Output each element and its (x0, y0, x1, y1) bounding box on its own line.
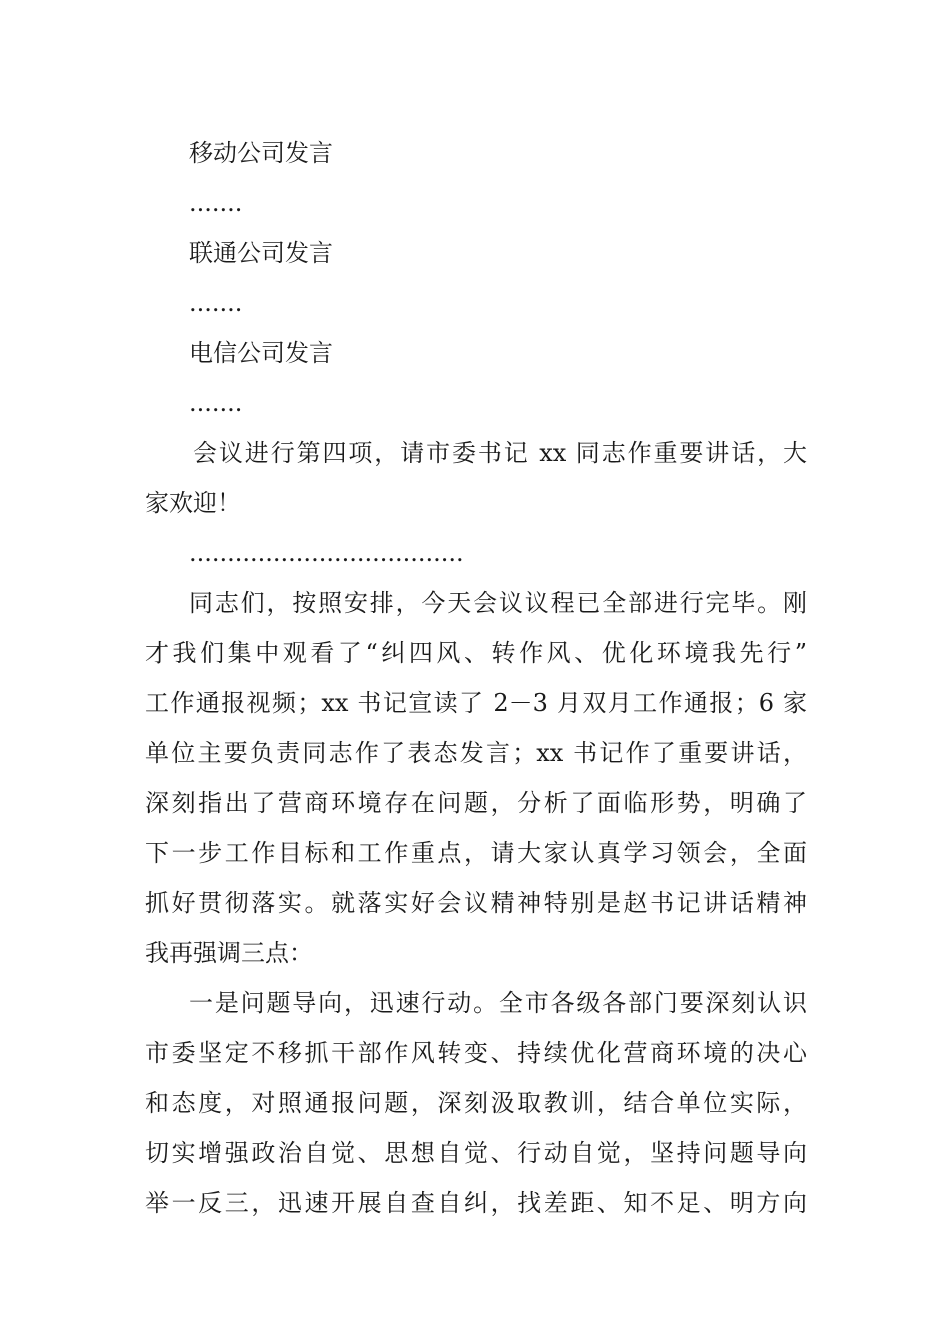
paragraph-line: 下一步工作目标和工作重点，请大家认真学习领会，全面 (145, 839, 807, 867)
ellipsis-long: .................................... (189, 539, 464, 567)
paragraph-line: 工作通报视频；xx 书记宣读了 2－3 月双月工作通报；6 家 (145, 689, 807, 717)
paragraph-line: 同志们，按照安排，今天会议议程已全部进行完毕。刚 (189, 589, 807, 617)
paragraph-line: 和态度，对照通报问题，深刻汲取教训，结合单位实际， (145, 1089, 807, 1117)
paragraph-line: 抓好贯彻落实。就落实好会议精神特别是赵书记讲话精神 (145, 889, 807, 917)
paragraph-line: 切实增强政治自觉、思想自觉、行动自觉，坚持问题导向 (145, 1139, 807, 1167)
paragraph-line: 一是问题导向，迅速行动。全市各级各部门要深刻认识 (189, 989, 807, 1017)
paragraph-line: 市委坚定不移抓干部作风转变、持续优化营商环境的决心 (145, 1039, 807, 1067)
point-one-paragraph (145, 978, 807, 1228)
paragraph-line: 家欢迎！ (145, 489, 241, 517)
paragraph-line: 我再强调三点： (145, 939, 313, 967)
ellipsis: ....... (189, 189, 243, 217)
agenda-item-four (145, 428, 807, 528)
speech-mobile: 移动公司发言 (189, 139, 333, 167)
speech-unicom: 联通公司发言 (189, 239, 333, 267)
paragraph-line: 单位主要负责同志作了表态发言；xx 书记作了重要讲话， (145, 739, 807, 767)
speech-telecom: 电信公司发言 (189, 339, 333, 367)
ellipsis: ....... (189, 289, 243, 317)
paragraph-line: 会议进行第四项，请市委书记 xx 同志作重要讲话，大 (193, 439, 807, 467)
summary-paragraph (145, 578, 807, 978)
paragraph-line: 才我们集中观看了“纠四风、转作风、优化环境我先行” (145, 639, 807, 667)
paragraph-line: 深刻指出了营商环境存在问题，分析了面临形势，明确了 (145, 789, 807, 817)
document-page (145, 128, 807, 1228)
ellipsis: ....... (189, 389, 243, 417)
paragraph-line: 举一反三，迅速开展自查自纠，找差距、知不足、明方向 (145, 1189, 807, 1217)
